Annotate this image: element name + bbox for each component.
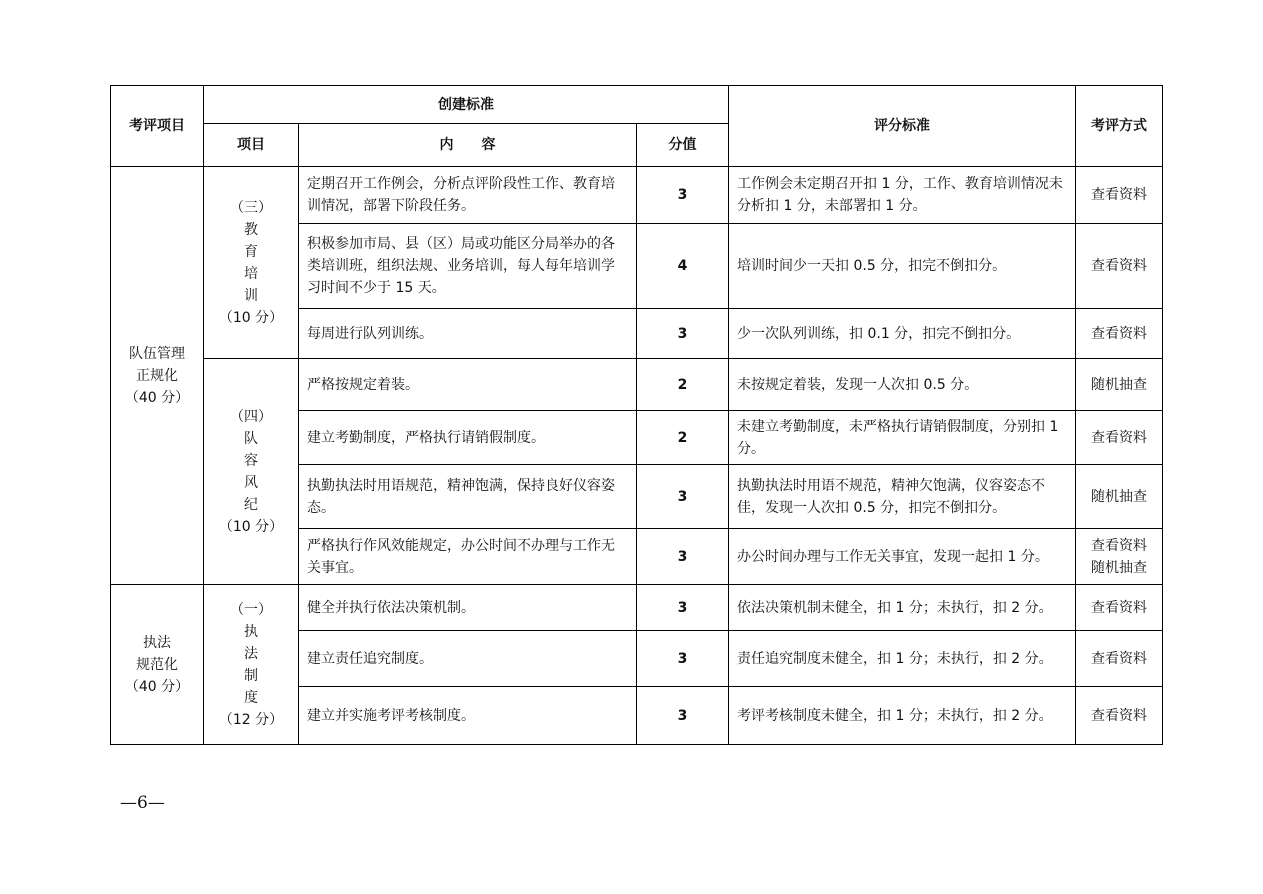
content-cell: 建立责任追究制度。 [299, 631, 637, 687]
method-cell [1076, 411, 1163, 465]
score-cell: 3 [637, 687, 729, 745]
header-create-standard: 创建标准 [204, 86, 729, 124]
method-label: 随机抽查 [1091, 559, 1148, 576]
score-cell: 3 [637, 529, 729, 585]
subgroup-label-line: （10 分） [218, 309, 284, 326]
table-row [111, 585, 1163, 631]
method-cell [1076, 167, 1163, 224]
score-cell: 3 [637, 465, 729, 529]
standard-cell: 依法决策机制未健全，扣 1 分；未执行，扣 2 分。 [729, 585, 1076, 631]
header-sub-item: 项目 [204, 124, 299, 167]
standard-cell: 少一次队列训练，扣 0.1 分，扣完不倒扣分。 [729, 309, 1076, 359]
content-cell: 建立考勤制度，严格执行请销假制度。 [299, 411, 637, 465]
method-cell [1076, 309, 1163, 359]
score-cell: 2 [637, 411, 729, 465]
method-label: 查看资料 [1091, 650, 1148, 667]
score-cell: 2 [637, 359, 729, 411]
group-label-line: 队伍管理 [129, 345, 185, 362]
method-label: 查看资料 [1091, 429, 1148, 446]
subgroup-label-line: 纪 [244, 496, 258, 513]
subgroup-label-line: 培 [244, 265, 258, 282]
group-label-line: 规范化 [136, 656, 178, 673]
subgroup-label-line: 训 [244, 287, 258, 304]
subgroup-label-line: 队 [244, 430, 258, 447]
group-label-line: （40 分） [124, 678, 190, 695]
subgroup-label-line: （12 分） [218, 711, 284, 728]
method-label: 查看资料 [1091, 599, 1148, 616]
subgroup-label-line: （三） [230, 199, 272, 216]
content-cell: 执勤执法时用语规范，精神饱满，保持良好仪容姿态。 [299, 465, 637, 529]
group-label [111, 167, 204, 585]
subgroup-label-line: 教 [244, 221, 258, 238]
standard-cell: 办公时间办理与工作无关事宜，发现一起扣 1 分。 [729, 529, 1076, 585]
method-cell [1076, 687, 1163, 745]
standard-cell: 未按规定着装，发现一人次扣 0.5 分。 [729, 359, 1076, 411]
standard-cell: 未建立考勤制度，未严格执行请销假制度，分别扣 1 分。 [729, 411, 1076, 465]
content-cell: 定期召开工作例会，分析点评阶段性工作、教育培训情况，部署下阶段任务。 [299, 167, 637, 224]
content-cell: 积极参加市局、县（区）局或功能区分局举办的各类培训班，组织法规、业务培训，每人每年培训学习时间不少于 15 天。 [299, 224, 637, 309]
subgroup-label [204, 359, 299, 585]
method-cell [1076, 224, 1163, 309]
header-project: 考评项目 [111, 86, 204, 167]
method-label: 查看资料 [1091, 537, 1148, 554]
standard-cell: 责任追究制度未健全，扣 1 分；未执行，扣 2 分。 [729, 631, 1076, 687]
content-cell: 建立并实施考评考核制度。 [299, 687, 637, 745]
subgroup-label [204, 167, 299, 359]
page-number: —6— [120, 793, 165, 813]
score-cell: 3 [637, 309, 729, 359]
method-label: 查看资料 [1091, 258, 1148, 274]
subgroup-label-line: （一） [230, 601, 272, 618]
standard-cell: 考评考核制度未健全，扣 1 分；未执行，扣 2 分。 [729, 687, 1076, 745]
method-label: 随机抽查 [1091, 376, 1148, 393]
table-body [111, 167, 1163, 745]
score-cell: 3 [637, 585, 729, 631]
content-cell: 严格执行作风效能规定，办公时间不办理与工作无关事宜。 [299, 529, 637, 585]
standard-cell: 执勤执法时用语不规范，精神欠饱满，仪容姿态不佳，发现一人次扣 0.5 分，扣完不倒扣分。 [729, 465, 1076, 529]
standard-cell: 培训时间少一天扣 0.5 分，扣完不倒扣分。 [729, 224, 1076, 309]
header-sub-content: 内 容 [299, 124, 637, 167]
subgroup-label-line: （10 分） [218, 518, 284, 535]
method-cell [1076, 465, 1163, 529]
group-label [111, 585, 204, 745]
group-label-line: 执法 [143, 634, 171, 651]
subgroup-label-line: 执 [244, 623, 258, 640]
header-scoring-standard: 评分标准 [729, 86, 1076, 167]
method-cell [1076, 529, 1163, 585]
content-cell: 健全并执行依法决策机制。 [299, 585, 637, 631]
subgroup-label [204, 585, 299, 745]
table-row [111, 359, 1163, 411]
subgroup-label-line: 制 [244, 667, 258, 684]
evaluation-table [110, 85, 1163, 745]
method-cell [1076, 631, 1163, 687]
group-label-line: 正规化 [136, 367, 178, 384]
subgroup-label-line: 度 [244, 689, 258, 706]
subgroup-label-line: 法 [244, 645, 258, 662]
header-sub-score: 分值 [637, 124, 729, 167]
score-cell: 3 [637, 631, 729, 687]
table-row [111, 167, 1163, 224]
standard-cell: 工作例会未定期召开扣 1 分，工作、教育培训情况未分析扣 1 分，未部署扣 1 分。 [729, 167, 1076, 224]
content-cell: 每周进行队列训练。 [299, 309, 637, 359]
method-label: 查看资料 [1091, 707, 1148, 724]
subgroup-label-line: 育 [244, 243, 258, 260]
subgroup-label-line: 容 [244, 452, 258, 469]
method-label: 查看资料 [1091, 325, 1148, 342]
method-cell [1076, 359, 1163, 411]
group-label-line: （40 分） [124, 389, 190, 406]
subgroup-label-line: （四） [230, 408, 272, 425]
method-cell [1076, 585, 1163, 631]
content-cell: 严格按规定着装。 [299, 359, 637, 411]
score-cell: 4 [637, 224, 729, 309]
header-method: 考评方式 [1076, 86, 1163, 167]
subgroup-label-line: 风 [244, 474, 258, 491]
method-label: 查看资料 [1091, 187, 1148, 203]
score-cell: 3 [637, 167, 729, 224]
method-label: 随机抽查 [1091, 488, 1148, 505]
